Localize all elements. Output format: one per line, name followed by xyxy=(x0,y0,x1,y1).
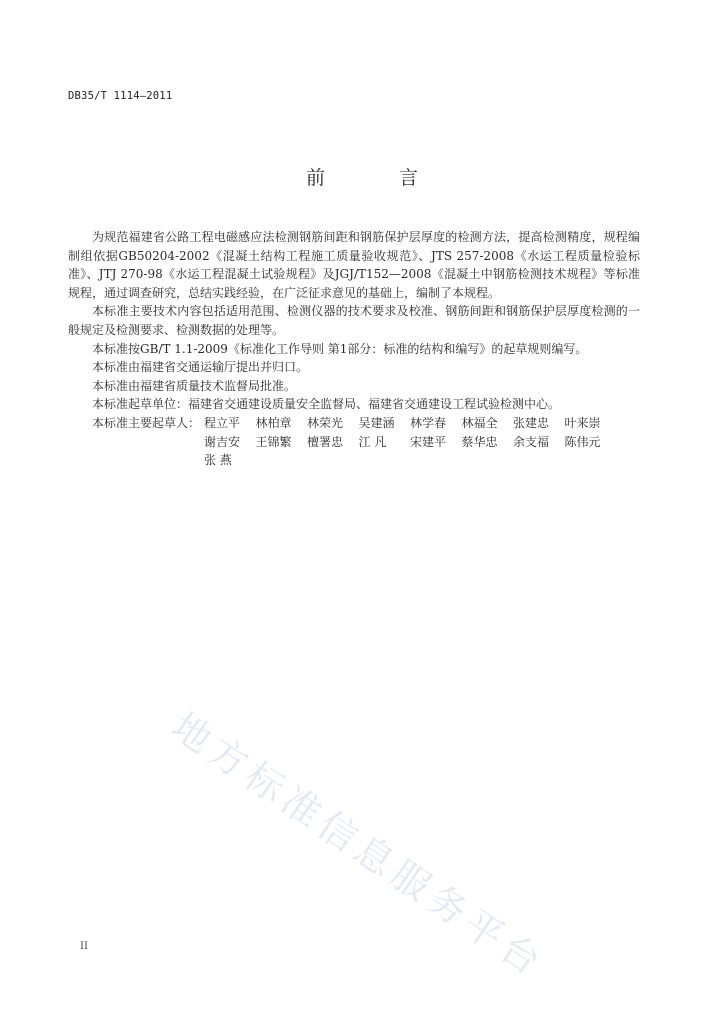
drafter-name: 檀署忠 xyxy=(307,434,344,449)
drafter-name: 叶来崇 xyxy=(564,415,601,430)
drafter-name: 宋建平 xyxy=(410,434,447,449)
drafter-name: 余支福 xyxy=(513,434,550,449)
drafters-label: 本标准主要起草人： xyxy=(92,415,201,430)
drafter-name: 张建忠 xyxy=(513,415,550,430)
paragraph-approver: 本标准由福建省质量技术监督局批准。 xyxy=(92,378,297,393)
drafter-name: 林福全 xyxy=(461,415,498,430)
paragraph-content: 本标准主要技术内容包括适用范围、检测仪器的技术要求及校准、钢筋间距和钢筋保护层厚度检测的一般规定及检测要求、检测数据的处理等。 xyxy=(68,304,640,337)
drafters-list xyxy=(204,414,616,470)
drafter-name: 王锦繁 xyxy=(255,434,292,449)
drafter-name: 张 燕 xyxy=(204,453,232,468)
drafter-name: 吴建涵 xyxy=(358,415,395,430)
drafter-name: 江 凡 xyxy=(358,434,387,449)
drafter-name: 林荣光 xyxy=(307,415,344,430)
standard-code: DB35/T 1114—2011 xyxy=(68,90,173,102)
drafter-name: 陈伟元 xyxy=(564,434,601,449)
drafter-name: 谢吉安 xyxy=(204,434,241,449)
page-title: 前 言 xyxy=(305,167,453,189)
paragraph-purpose: 为规范福建省公路工程电磁感应法检测钢筋间距和钢筋保护层厚度的检测方法，提高检测精度，规程编制组依据GB50204-2002《混凝土结构工程施工质量验收规范》、JTS 257-2008《水运工程质量检验标准》、JTJ 270-98《水运工程混凝土试验规程》及JGJ/T152—2008《混凝土中钢筋检测技术规程》等标准规程，通过调查研究，总结实践经验，在广泛征求意见的基础上，编制了本规程。 xyxy=(68,230,640,300)
drafter-name: 蔡华忠 xyxy=(461,434,498,449)
paragraph-drafting-units: 本标准起草单位：福建省交通建设质量安全监督局、福建省交通建设工程试验检测中心。 xyxy=(92,397,561,412)
paragraph-proposer: 本标准由福建省交通运输厅提出并归口。 xyxy=(92,360,309,375)
drafters-block xyxy=(68,414,640,470)
paragraph-drafting-rules: 本标准按GB/T 1.1-2009《标准化工作导则 第1部分：标准的结构和编写》的起草规则编写。 xyxy=(92,341,588,356)
foreword-body xyxy=(68,228,640,470)
drafter-name: 林学春 xyxy=(410,415,447,430)
drafter-name: 程立平 xyxy=(204,415,241,430)
watermark: 地方标准信息服务平台 xyxy=(163,704,554,987)
page-number: II xyxy=(80,941,88,952)
drafter-name: 林柏章 xyxy=(255,415,292,430)
